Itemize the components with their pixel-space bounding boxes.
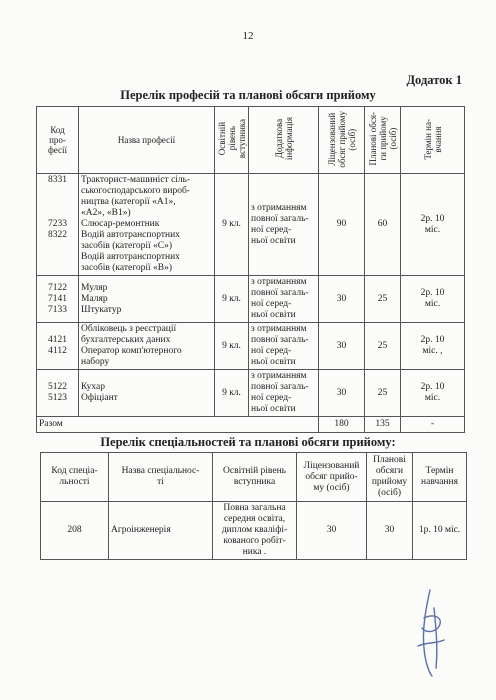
profession-level: 9 кл. bbox=[215, 276, 249, 323]
header-extra: Додаткова інформація bbox=[249, 107, 319, 174]
specialty-code: 208 bbox=[41, 502, 109, 560]
profession-codes bbox=[37, 276, 79, 323]
profession-code: 8331 bbox=[48, 175, 67, 185]
appendix-label: Додаток 1 bbox=[406, 73, 462, 87]
header-planned: Планові обся- ги прийому (осіб) bbox=[365, 107, 401, 174]
profession-codes bbox=[37, 323, 79, 370]
specialty-term: 1р. 10 міс. bbox=[413, 502, 467, 560]
specialty-planned: 30 bbox=[367, 502, 413, 560]
profession-level: 9 кл. bbox=[215, 323, 249, 370]
profession-extra: з отриманням повної загаль- ної серед- ньої освіти bbox=[249, 370, 319, 417]
profession-name: Тракторист-машиніст сіль- ськогосподарського вироб- ництва (категорії «А1», «А2», «В1») Слюсар-ремонтник Водій автотранспортних засобів (категорії «С») Водій автотранспортних засобів (категорії «В») bbox=[79, 174, 215, 276]
profession-code: 7233 bbox=[48, 219, 67, 229]
page-number: 12 bbox=[242, 30, 254, 42]
profession-term: 2р. 10 міс. bbox=[401, 276, 465, 323]
total-licensed: 180 bbox=[319, 417, 365, 433]
table-row bbox=[37, 276, 465, 323]
spec-header-licensed: Ліцензований обсяг прийо- му (осіб) bbox=[297, 453, 367, 502]
profession-name: Обліковець з реєстрації бухгалтерських даних Оператор комп'ютерного набору bbox=[79, 323, 215, 370]
spec-header-planned: Планові обсяги прийому (осіб) bbox=[367, 453, 413, 502]
table-row bbox=[37, 370, 465, 417]
profession-planned: 25 bbox=[365, 276, 401, 323]
profession-planned: 25 bbox=[365, 370, 401, 417]
total-row bbox=[37, 417, 465, 433]
professions-header-row bbox=[37, 107, 465, 174]
profession-code: 4121 bbox=[48, 335, 67, 345]
table-row bbox=[37, 174, 465, 276]
profession-level: 9 кл. bbox=[215, 370, 249, 417]
profession-code: 5122 bbox=[48, 382, 67, 392]
profession-code: 4112 bbox=[48, 346, 67, 356]
profession-licensed: 30 bbox=[319, 323, 365, 370]
profession-code: 7133 bbox=[48, 304, 67, 315]
header-level: Освітній рівень вступника bbox=[215, 107, 249, 174]
spec-header-code: Код спеціа- льності bbox=[41, 453, 109, 502]
profession-term: 2р. 10 міс. bbox=[401, 174, 465, 276]
profession-extra: з отриманням повної загаль- ної серед- ньої освіти bbox=[249, 323, 319, 370]
profession-term: 2р. 10 міс. bbox=[401, 370, 465, 417]
profession-codes bbox=[37, 174, 79, 276]
total-planned: 135 bbox=[365, 417, 401, 433]
profession-code: 5123 bbox=[48, 393, 67, 403]
profession-planned: 25 bbox=[365, 323, 401, 370]
specialties-header-row bbox=[41, 453, 467, 502]
table-row bbox=[37, 323, 465, 370]
profession-term: 2р. 10 міс. , bbox=[401, 323, 465, 370]
profession-code: 7141 bbox=[48, 293, 67, 304]
profession-name: Кухар Офіціант bbox=[79, 370, 215, 417]
spec-header-name: Назва спеціальнос- ті bbox=[109, 453, 213, 502]
specialties-title: Перелік спеціальностей та планові обсяги прийому: bbox=[100, 435, 396, 449]
total-term: - bbox=[401, 417, 465, 433]
profession-planned: 60 bbox=[365, 174, 401, 276]
professions-table bbox=[36, 106, 465, 433]
profession-licensed: 30 bbox=[319, 370, 365, 417]
profession-extra: з отриманням повної загаль- ної серед- ньої освіти bbox=[249, 276, 319, 323]
table-row bbox=[41, 502, 467, 560]
profession-extra: з отриманням повної загаль- ної серед- ньої освіти bbox=[249, 174, 319, 276]
spec-header-term: Термін навчання bbox=[413, 453, 467, 502]
header-licensed: Ліцензований обсяг прийому (осіб) bbox=[319, 107, 365, 174]
profession-codes bbox=[37, 370, 79, 417]
profession-level: 9 кл. bbox=[215, 174, 249, 276]
header-code: Код про- фесії bbox=[37, 107, 79, 174]
signature-image bbox=[416, 588, 446, 678]
profession-licensed: 90 bbox=[319, 174, 365, 276]
specialty-licensed: 30 bbox=[297, 502, 367, 560]
header-name: Назва професії bbox=[79, 107, 215, 174]
specialty-name: Агроінженерія bbox=[109, 502, 213, 560]
profession-name: Муляр Маляр Штукатур bbox=[79, 276, 215, 323]
total-label: Разом bbox=[37, 417, 319, 433]
header-term: Термін на- вчання bbox=[401, 107, 465, 174]
spec-header-level: Освітній рівень вступника bbox=[213, 453, 297, 502]
profession-licensed: 30 bbox=[319, 276, 365, 323]
specialties-table bbox=[40, 452, 467, 560]
specialty-level: Повна загальна середня освіта, диплом кваліфі- кованого робіт- ника . bbox=[213, 502, 297, 560]
profession-code: 8322 bbox=[48, 230, 67, 240]
profession-code: 7122 bbox=[48, 282, 67, 293]
professions-title: Перелік професій та планові обсяги прийому bbox=[120, 88, 376, 102]
